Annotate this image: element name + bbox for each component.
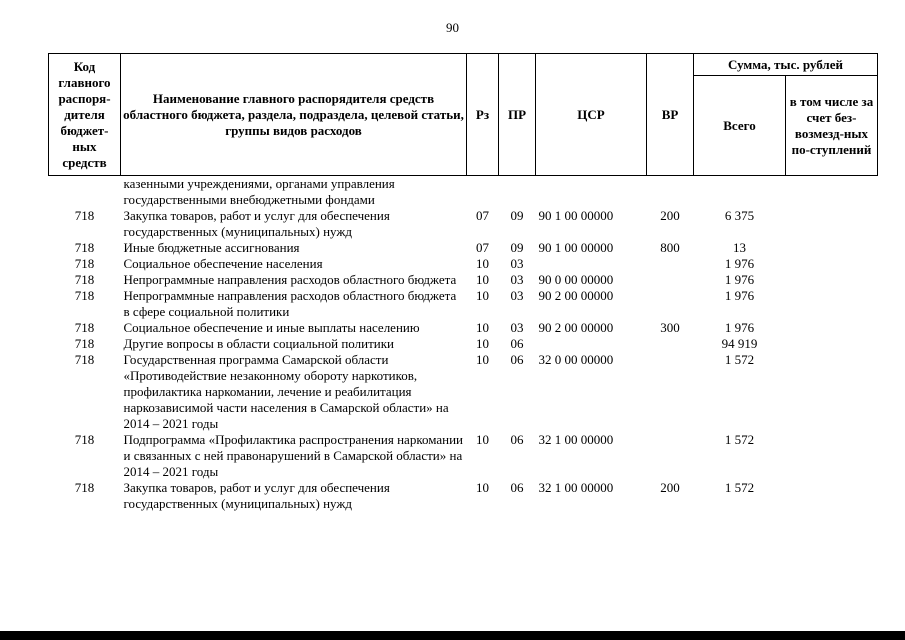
cell-code: 718 [74, 240, 95, 255]
cell-total: 1 572 [724, 352, 755, 367]
scan-bottom-border [0, 631, 905, 640]
table-row [49, 176, 878, 209]
table-row [49, 272, 878, 288]
cell-code: 718 [74, 320, 95, 335]
table-row [49, 256, 878, 272]
page-number: 90 [446, 20, 459, 35]
cell-csr: 32 0 00 00000 [538, 352, 614, 367]
cell-total: 94 919 [721, 336, 758, 351]
cell-code: 718 [74, 288, 95, 303]
cell-rz: 10 [476, 336, 489, 351]
cell-non-repayable [786, 320, 878, 336]
cell-pr: 03 [510, 256, 524, 271]
cell-vr [647, 272, 694, 288]
cell-pr: 09 [510, 240, 524, 255]
cell-rz: 10 [476, 256, 489, 271]
cell-rz [467, 176, 499, 209]
cell-name: Подпрограмма «Профилактика распространения наркомании и связанных с ней правонарушений в Самарской области» на 2014 – 2021 годы [123, 432, 464, 479]
cell-code: 718 [74, 208, 95, 223]
cell-vr [647, 336, 694, 352]
cell-non-repayable [786, 336, 878, 352]
cell-non-repayable [786, 352, 878, 432]
cell-non-repayable [786, 432, 878, 480]
cell-rz: 10 [476, 320, 489, 335]
cell-total: 1 976 [724, 288, 755, 303]
cell-name: Социальное обеспечение населения [123, 256, 323, 271]
cell-csr: 90 0 00 00000 [538, 272, 614, 287]
cell-vr [647, 432, 694, 480]
cell-csr: 32 1 00 00000 [538, 480, 614, 495]
cell-csr: 90 1 00 00000 [538, 208, 614, 223]
cell-pr: 06 [510, 432, 524, 447]
cell-name: Иные бюджетные ассигнования [123, 240, 300, 255]
cell-total: 6 375 [724, 208, 755, 223]
header-name: Наименование главного распорядителя средств областного бюджета, раздела, подраздела, целевой статьи, группы видов расходов [121, 54, 467, 176]
cell-code: 718 [74, 432, 95, 447]
cell-name: Государственная программа Самарской области «Противодействие незаконному обороту наркотиков, профилактика наркомании, лечение и реабилитация наркозависимой части населения в Самарской области» на 2014 – 2021 годы [123, 352, 449, 431]
cell-non-repayable [786, 480, 878, 512]
cell-code: 718 [74, 256, 95, 271]
cell-non-repayable [786, 272, 878, 288]
cell-pr: 03 [510, 272, 524, 287]
cell-code: 718 [74, 352, 95, 367]
cell-vr [647, 256, 694, 272]
cell-total: 1 976 [724, 320, 755, 335]
cell-vr: 300 [660, 320, 680, 335]
cell-total: 1 572 [724, 432, 755, 447]
cell-name: Непрограммные направления расходов областного бюджета в сфере социальной политики [123, 288, 457, 319]
cell-rz: 07 [476, 240, 489, 255]
cell-csr [536, 256, 647, 272]
cell-rz: 10 [476, 352, 489, 367]
cell-name: Закупка товаров, работ и услуг для обеспечения государственных (муниципальных) нужд [123, 208, 390, 239]
header-vr: ВР [647, 54, 694, 176]
cell-rz: 10 [476, 432, 489, 447]
header-sum-group: Сумма, тыс. рублей [694, 54, 878, 76]
cell-non-repayable [786, 256, 878, 272]
cell-pr: 06 [510, 336, 524, 351]
header-total: Всего [694, 76, 786, 176]
cell-non-repayable [786, 240, 878, 256]
cell-pr: 09 [510, 208, 524, 223]
cell-vr [647, 288, 694, 320]
cell-vr: 800 [660, 240, 680, 255]
cell-pr: 03 [510, 288, 524, 303]
table-row [49, 208, 878, 240]
table-row [49, 480, 878, 512]
table-row [49, 432, 878, 480]
cell-csr [536, 176, 647, 209]
cell-rz: 10 [476, 272, 489, 287]
cell-name: Непрограммные направления расходов областного бюджета [123, 272, 457, 287]
budget-table [48, 53, 878, 512]
cell-pr: 06 [510, 352, 524, 367]
cell-vr: 200 [660, 208, 680, 223]
cell-csr [536, 336, 647, 352]
cell-csr: 90 2 00 00000 [538, 288, 614, 303]
cell-total: 1 572 [724, 480, 755, 495]
cell-non-repayable [786, 176, 878, 209]
cell-pr: 06 [510, 480, 524, 495]
header-non-repayable: в том числе за счет без-возмезд-ных по-ступлений [786, 76, 878, 176]
table-row [49, 352, 878, 432]
cell-non-repayable [786, 208, 878, 240]
cell-csr: 90 1 00 00000 [538, 240, 614, 255]
cell-csr: 32 1 00 00000 [538, 432, 614, 447]
cell-name: Социальное обеспечение и иные выплаты населению [123, 320, 420, 335]
cell-code: 718 [74, 480, 95, 495]
cell-name: казенными учреждениями, органами управления государственными внебюджетными фондами [123, 176, 395, 207]
cell-total: 1 976 [724, 256, 755, 271]
cell-name: Закупка товаров, работ и услуг для обеспечения государственных (муниципальных) нужд [123, 480, 390, 511]
cell-rz: 07 [476, 208, 489, 223]
cell-code [49, 176, 121, 209]
cell-total: 1 976 [724, 272, 755, 287]
cell-vr [647, 176, 694, 209]
cell-total [694, 176, 786, 209]
cell-code: 718 [74, 272, 95, 287]
cell-total: 13 [733, 240, 746, 255]
cell-rz: 10 [476, 288, 489, 303]
cell-rz: 10 [476, 480, 489, 495]
table-row [49, 320, 878, 336]
cell-vr: 200 [660, 480, 680, 495]
table-row [49, 288, 878, 320]
table-row [49, 240, 878, 256]
table-body [49, 176, 878, 513]
cell-csr: 90 2 00 00000 [538, 320, 614, 335]
cell-pr [499, 176, 536, 209]
header-pr: ПР [499, 54, 536, 176]
header-csr: ЦСР [536, 54, 647, 176]
header-code: Код главного распоря-дителя бюджет-ных средств [49, 54, 121, 176]
cell-non-repayable [786, 288, 878, 320]
header-rz: Рз [467, 54, 499, 176]
cell-name: Другие вопросы в области социальной политики [123, 336, 394, 351]
cell-pr: 03 [510, 320, 524, 335]
cell-code: 718 [74, 336, 95, 351]
table-row [49, 336, 878, 352]
cell-vr [647, 352, 694, 432]
